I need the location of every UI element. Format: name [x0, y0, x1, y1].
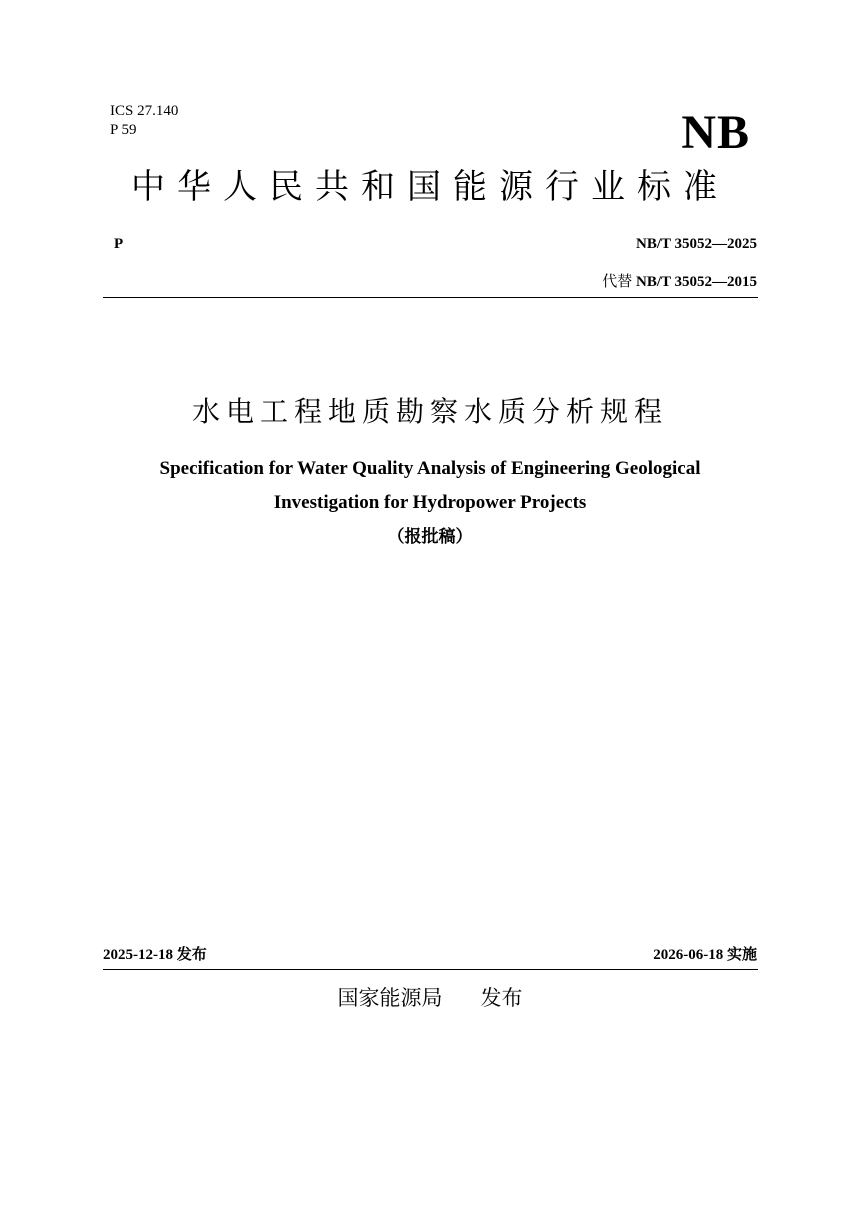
standard-category-title: 中华人民共和国能源行业标准: [131, 167, 729, 207]
footer-divider: [103, 969, 758, 970]
implement-date-block: [653, 943, 757, 964]
implement-label: 实施: [726, 945, 757, 963]
classification-letter: P: [114, 236, 124, 252]
publisher-line: [100, 983, 760, 1013]
replaces-number: NB/T 35052—2015: [636, 274, 757, 290]
english-title: [100, 452, 760, 520]
ics-code: ICS 27.140: [110, 103, 179, 119]
nb-logo: NB: [681, 106, 750, 159]
chinese-title: 水电工程地质勘察水质分析规程: [191, 395, 668, 428]
english-title-line-2: Investigation for Hydropower Projects: [273, 492, 587, 513]
issue-label: 发布: [176, 945, 207, 963]
replaces-standard: [602, 270, 757, 291]
header-divider: [103, 297, 758, 298]
replaces-label: 代替: [602, 272, 633, 290]
ccs-code: P 59: [110, 122, 137, 138]
standard-number: NB/T 35052—2025: [636, 236, 757, 252]
publisher-name: 国家能源局: [337, 986, 443, 1010]
issue-date-block: [103, 943, 207, 964]
publisher-action: 发布: [480, 986, 523, 1010]
english-title-line-1: Specification for Water Quality Analysis of Engineering Geological: [159, 458, 701, 479]
implement-date: 2026-06-18: [653, 947, 724, 963]
draft-status: （报批稿）: [387, 527, 473, 547]
classification-codes: [110, 102, 178, 140]
issue-date: 2025-12-18: [103, 947, 173, 963]
